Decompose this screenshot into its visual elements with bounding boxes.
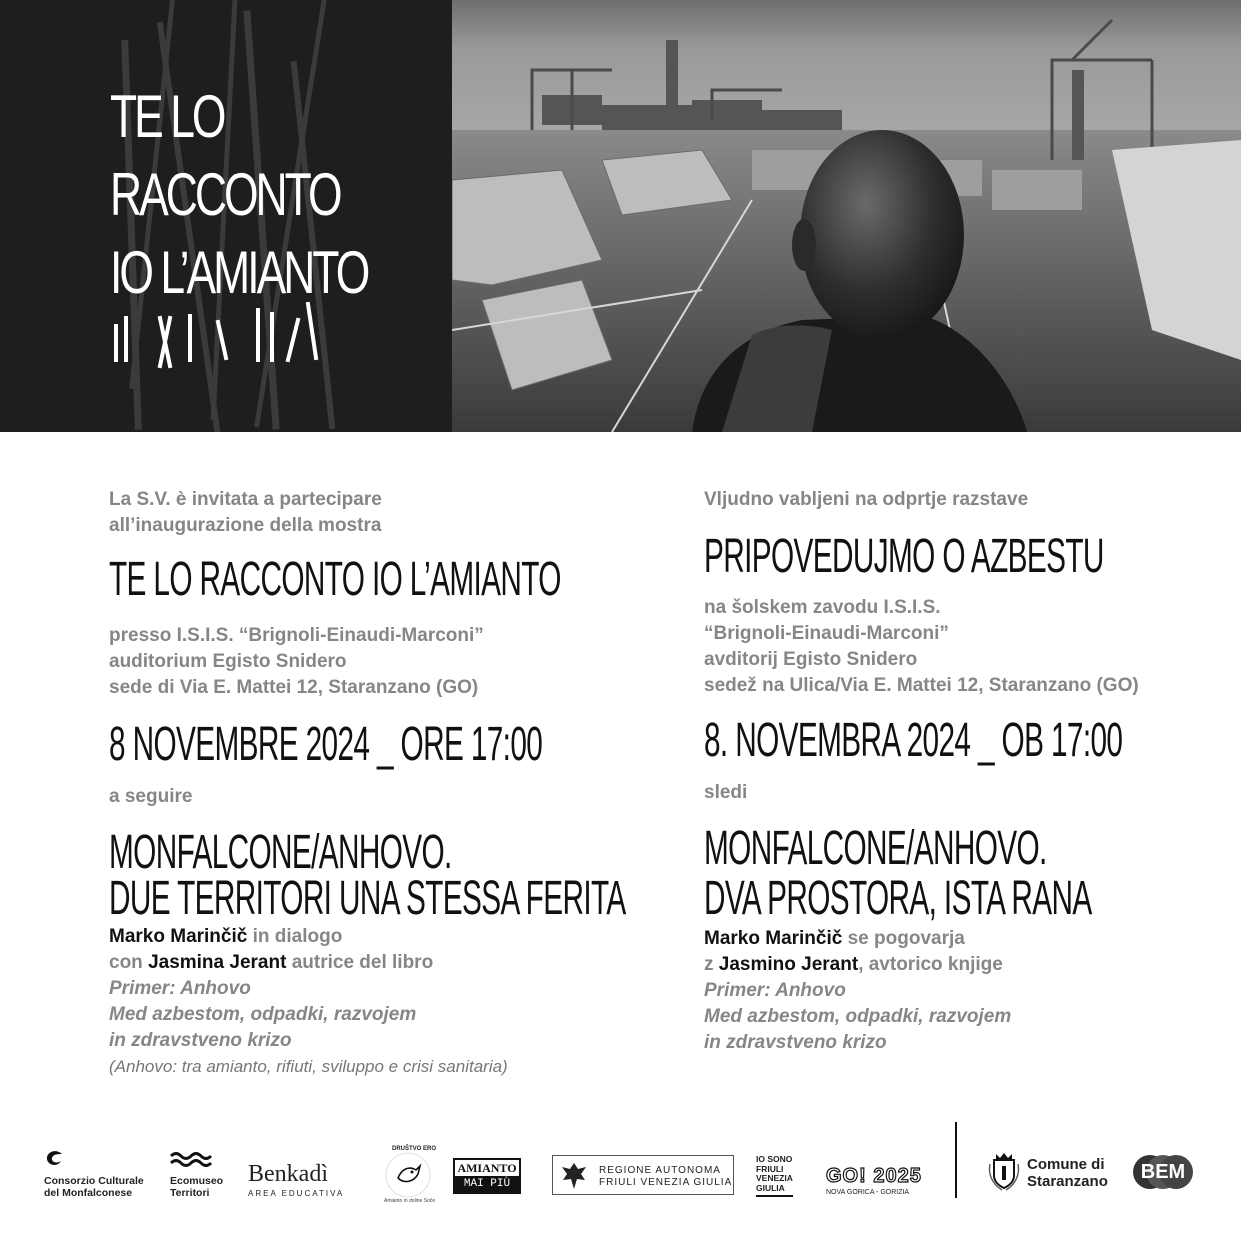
sl-date: 8. NOVEMBRA 2024 _ OB 17:00	[704, 714, 1123, 767]
logo-ecomuseo	[170, 1150, 223, 1199]
it-follow: a seguire	[109, 786, 193, 807]
it-speaker-1: Marko Marinčič	[109, 926, 248, 947]
iosono-line-3: VENEZIA	[756, 1173, 793, 1183]
logo-consorzio	[44, 1150, 144, 1199]
it-book-line-1: Primer: Anhovo	[109, 978, 251, 999]
it-intro-line-1: La S.V. è invitata a partecipare	[109, 489, 382, 510]
sl-venue-line-1: na šolskem zavodu I.S.I.S.	[704, 597, 941, 618]
sl-speaker-2: Jasmino Jerant	[718, 954, 859, 975]
it-venue-line-2: auditorium Egisto Snidero	[109, 651, 347, 672]
it-exhibition-title: TE LO RACCONTO IO L’AMIANTO	[109, 553, 561, 606]
sl-exhibition-title: PRIPOVEDUJMO O AZBESTU	[704, 530, 1104, 583]
it-talk-title-2: DUE TERRITORI UNA STESSA FERITA	[109, 872, 626, 925]
consorzio-line-2: del Monfalconese	[44, 1187, 133, 1199]
benkadi-sub: AREA EDUCATIVA	[248, 1189, 345, 1198]
sl-talk-title-2: DVA PROSTORA, ISTA RANA	[704, 872, 1092, 925]
drustvo-sub: Amianto in doline Soče	[384, 1198, 436, 1204]
hero-title-line-2: RACCONTO	[110, 161, 340, 228]
it-intro	[109, 487, 382, 539]
iosono-line-2: FRIULI	[756, 1163, 784, 1174]
bem-wordmark: BEM	[1140, 1161, 1186, 1183]
sl-venue	[704, 595, 1139, 699]
it-speaker-2: Jasmina Jerant	[148, 952, 287, 973]
it-book-line-3: in zdravstveno krizo	[109, 1030, 292, 1051]
it-speaker-1-role: in dialogo	[247, 926, 343, 947]
it-speakers	[109, 924, 508, 1080]
iosono-line-4: GIULIA	[756, 1182, 785, 1193]
amianto-line-1: AMIANTO	[455, 1160, 519, 1176]
footer-divider	[955, 1122, 957, 1198]
sl-talk-title-1: MONFALCONE/ANHOVO.	[704, 822, 1047, 875]
hero-photo	[452, 0, 1241, 432]
comune-line-2: Staranzano	[1027, 1173, 1108, 1190]
ecomuseo-line-2: Territori	[170, 1187, 210, 1199]
hero-banner	[0, 0, 1241, 432]
go2025-sub: NOVA GORICA - GORIZIA	[826, 1189, 910, 1196]
sl-speaker-1: Marko Marinčič	[704, 928, 843, 949]
hero-title-line-3: IO L’AMIANTO	[110, 239, 368, 306]
it-book-line-2: Med azbestom, odpadki, razvojem	[109, 1004, 417, 1025]
it-with: con	[109, 952, 149, 973]
ecomuseo-line-1: Ecomuseo	[170, 1175, 224, 1187]
sl-with: z	[704, 954, 719, 975]
logo-amianto-mai-piu	[453, 1158, 521, 1194]
it-speaker-2-role: autrice del libro	[286, 952, 434, 973]
it-venue-line-1: presso I.S.I.S. “Brignoli-Einaudi-Marconi”	[109, 625, 484, 646]
comune-line-1: Comune di	[1027, 1156, 1105, 1173]
title-panel	[0, 0, 452, 432]
sl-intro: Vljudno vabljeni na odprtje razstave	[704, 489, 1029, 510]
logo-drustvo	[384, 1146, 437, 1204]
sl-venue-line-2: “Brignoli-Einaudi-Marconi”	[704, 623, 949, 644]
sl-speaker-1-role: se pogovarja	[842, 928, 965, 949]
drustvo-name: DRUŠTVO ERO	[392, 1146, 437, 1152]
regione-line-1: REGIONE AUTONOMA	[599, 1165, 721, 1176]
logo-benkadi	[248, 1162, 344, 1198]
waves-icon	[170, 1150, 214, 1168]
logo-go2025	[826, 1166, 922, 1196]
dove-hand-icon	[384, 1148, 432, 1202]
partner-logos	[0, 1120, 1241, 1210]
it-venue	[109, 623, 484, 701]
logo-regione-fvg	[552, 1155, 734, 1195]
sl-book-line-1: Primer: Anhovo	[704, 980, 846, 1001]
hero-title-line-1: TE LO	[110, 83, 224, 150]
logo-io-sono-fvg	[756, 1155, 793, 1197]
sl-book-line-3: in zdravstveno krizo	[704, 1032, 887, 1053]
coat-of-arms-icon	[986, 1150, 1022, 1192]
title-stroke-marks	[112, 296, 322, 370]
regione-line-2: FRIULI VENEZIA GIULIA	[599, 1177, 733, 1188]
iosono-line-1: IO SONO	[756, 1154, 793, 1164]
logo-bem	[1132, 1154, 1194, 1190]
sl-book-line-2: Med azbestom, odpadki, razvojem	[704, 1006, 1012, 1027]
it-date: 8 NOVEMBRE 2024 _ ORE 17:00	[109, 718, 543, 771]
it-book-translation: (Anhovo: tra amianto, rifiuti, sviluppo e crisi sanitaria)	[109, 1057, 508, 1076]
sl-follow: sledi	[704, 782, 748, 803]
amianto-line-2: MAI PIÙ	[463, 1178, 511, 1190]
go2025-wordmark: GO! 2025	[826, 1165, 922, 1187]
sl-speakers	[704, 926, 1011, 1056]
it-venue-line-3: sede di Via E. Mattei 12, Staranzano (GO)	[109, 677, 479, 698]
sl-venue-line-4: sedež na Ulica/Via E. Mattei 12, Staranzano (GO)	[704, 675, 1139, 696]
logo-comune-staranzano	[986, 1150, 1108, 1197]
sl-speaker-2-role: , avtorico knjige	[858, 954, 1003, 975]
benkadi-wordmark: Benkadì	[248, 1161, 328, 1187]
it-talk-title-1: MONFALCONE/ANHOVO.	[109, 826, 452, 879]
consorzio-swirl-icon	[44, 1150, 68, 1168]
hero-title	[110, 78, 452, 312]
sl-venue-line-3: avditorij Egisto Snidero	[704, 649, 918, 670]
eagle-icon	[559, 1160, 589, 1192]
it-intro-line-2: all’inaugurazione della mostra	[109, 515, 382, 536]
consorzio-line-1: Consorzio Culturale	[44, 1175, 144, 1187]
